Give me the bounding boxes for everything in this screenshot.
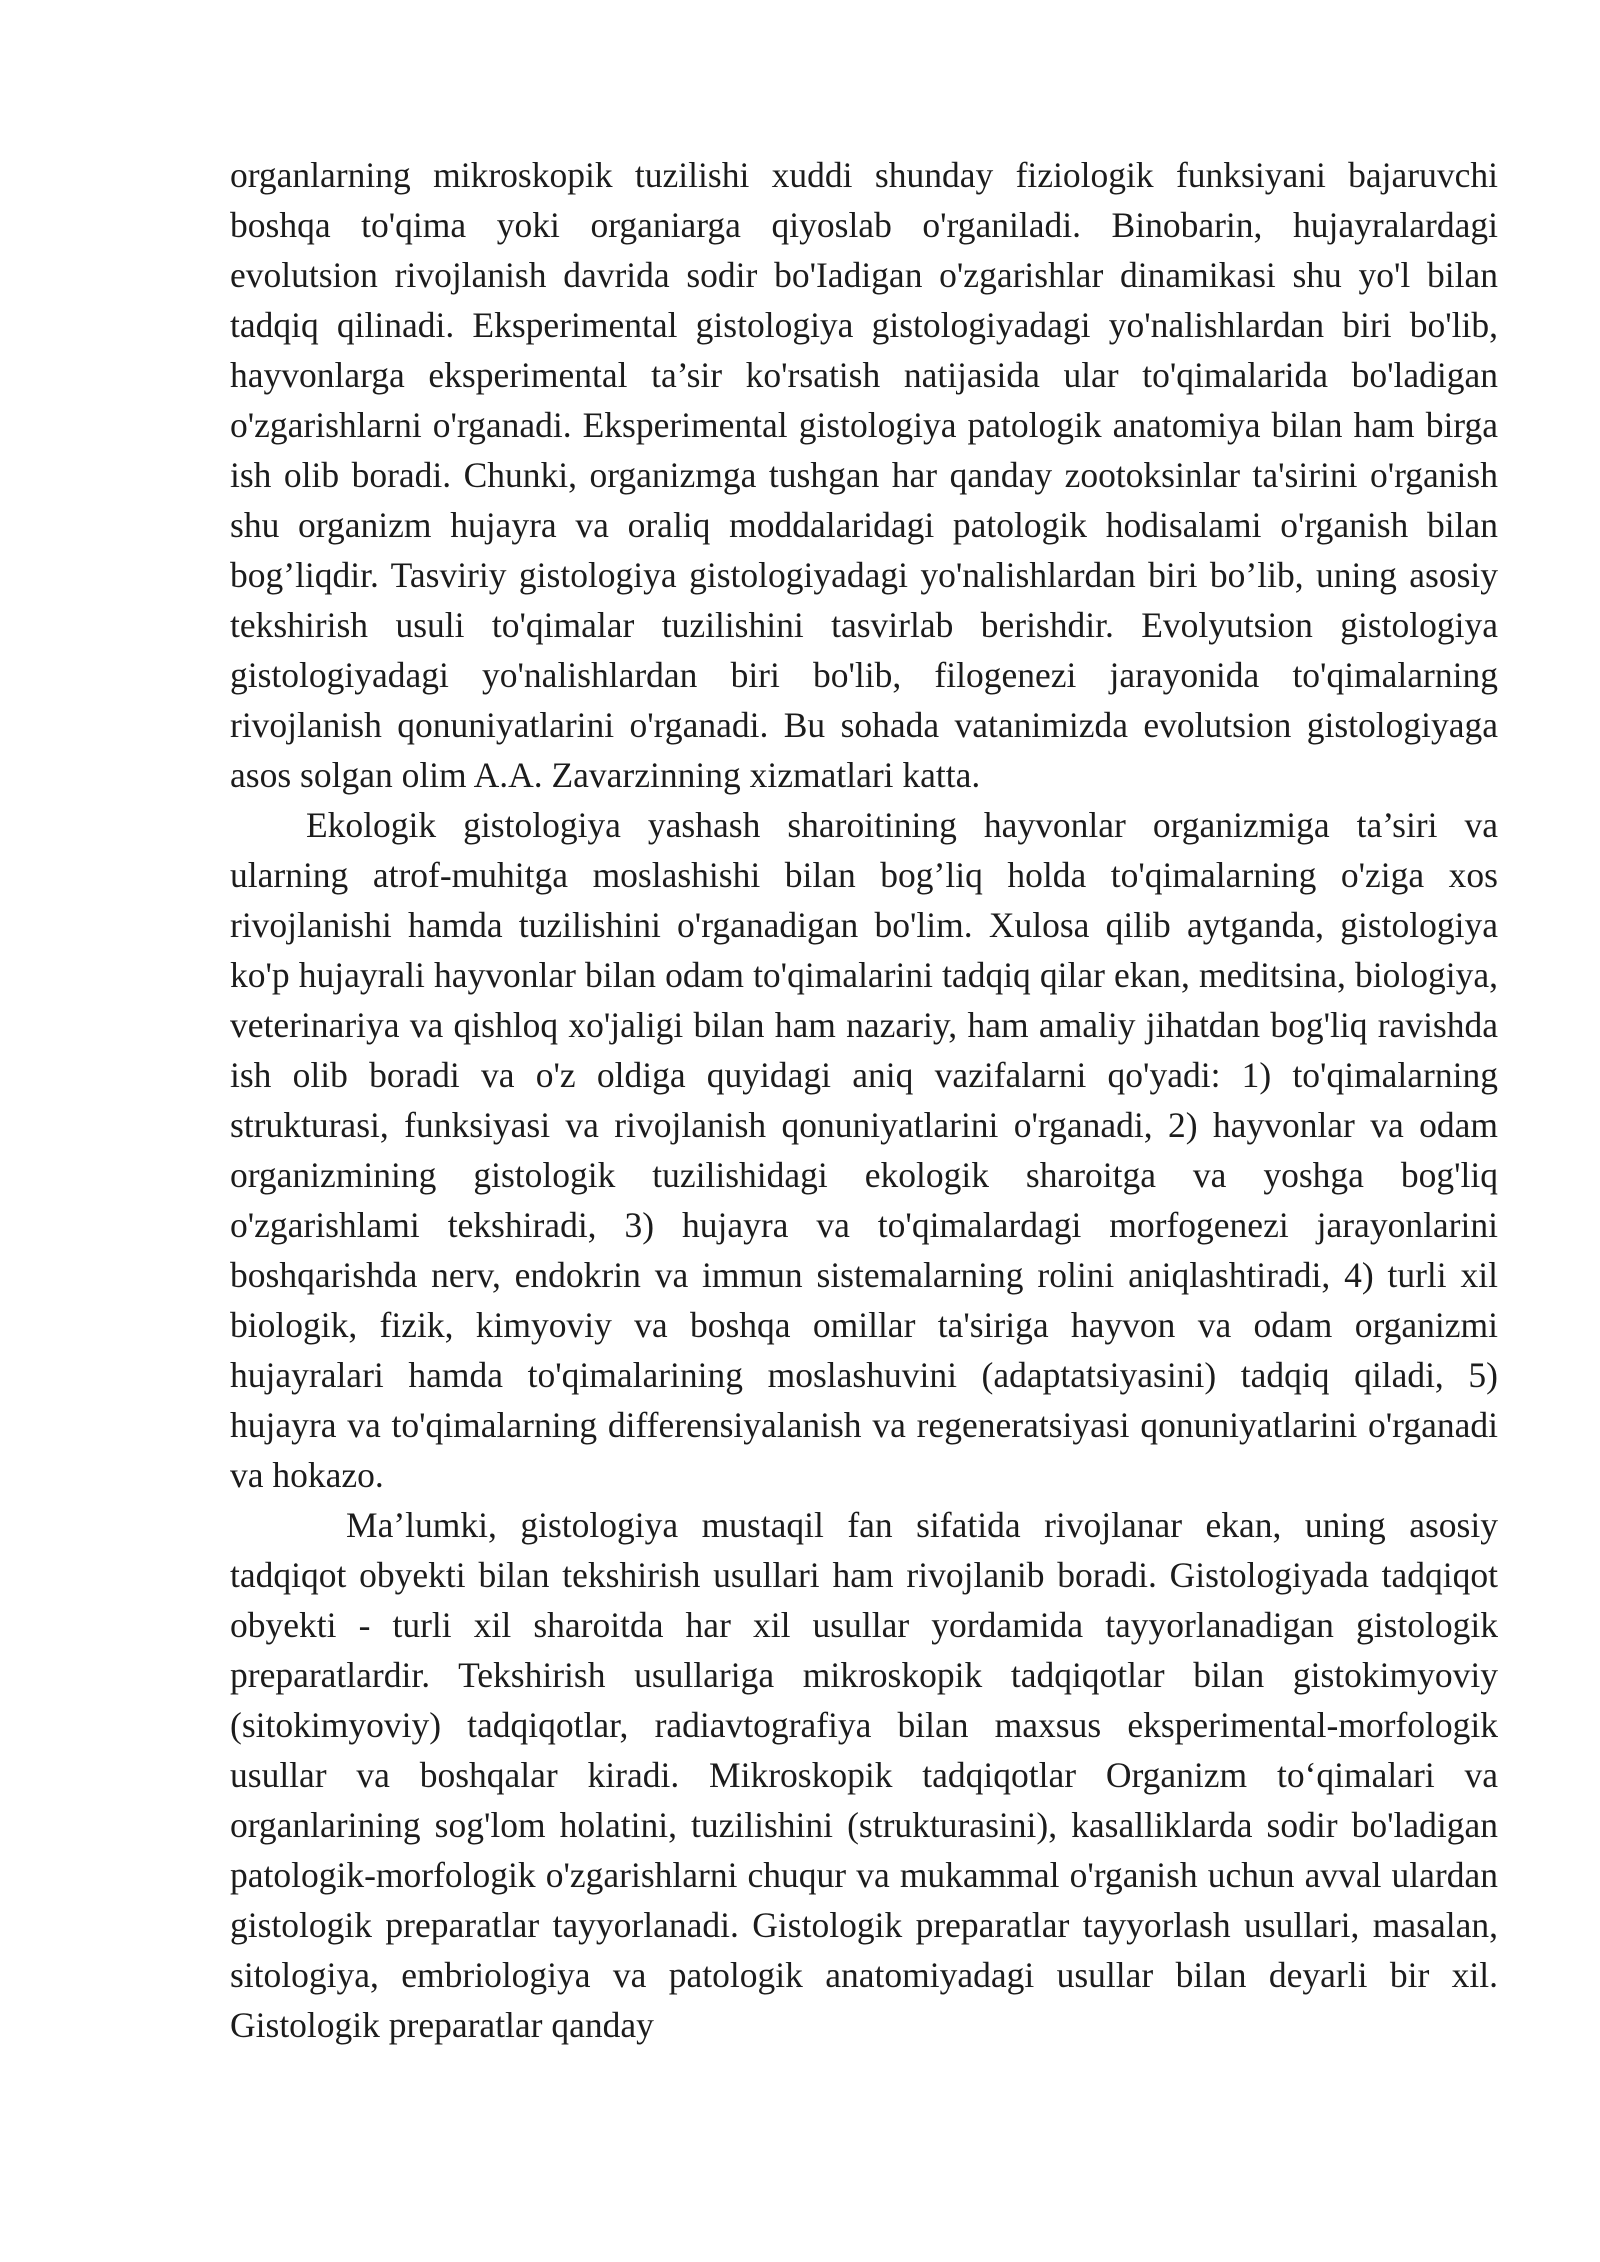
paragraph-3: Ma’lumki, gistologiya mustaqil fan sifatida rivojlanar ekan, uning asosiy tadqiqot obyekti bilan tekshirish usullari ham rivojlanib boradi. Gistologiyada tadqiqot obyekti - turli xil sharoitda har xil usullar yordamida tayyorlanadigan gistologik preparatlardir. Tekshirish usullariga mikroskopik tadqiqotlar bilan gistokimyoviy (sitokimyoviy) tadqiqotlar, radiavtografiya bilan maxsus eksperimental-morfologik usullar va boshqalar kiradi. Mikroskopik tadqiqotlar Organizm to‘qimalari va organlarining sog'lom holatini, tuzilishini (strukturasini), kasalliklarda sodir bo'ladigan patologik-morfologik o'zgarishlarni chuqur va mukammal o'rganish uchun avval ulardan gistologik preparatlar tayyorlanadi. Gistologik preparatlar tayyorlash usullari, masalan, sitologiya, embriologiya va patologik anatomiyadagi usullar bilan deyarli bir xil. Gistologik preparatlar qanday xyxy=(230,1505,1498,2045)
document-page xyxy=(230,150,1498,2050)
paragraph-1: organlarning mikroskopik tuzilishi xuddi shunday fiziologik funksiyani bajaruvchi boshqa to'qima yoki organiarga qiyoslab o'rganiladi. Binobarin, hujayralardagi evolutsion rivojlanish davrida sodir bo'Iadigan o'zgarishlar dinamikasi shu yo'l bilan tadqiq qilinadi. Eksperimental gistologiya gistologiyadagi yo'nalishlardan biri bo'lib, hayvonlarga eksperimental ta’sir ko'rsatish natijasida ular to'qimalarida bo'ladigan o'zgarishlarni o'rganadi. Eksperimental gistologiya patologik anatomiya bilan ham birga ish olib boradi. Chunki, organizmga tushgan har qanday zootoksinlar ta'sirini o'rganish shu organizm hujayra va oraliq moddalaridagi patologik hodisalami o'rganish bilan bog’liqdir. Tasviriy gistologiya gistologiyadagi yo'nalishlardan biri bo’lib, uning asosiy tekshirish usuli to'qimalar tuzilishini tasvirlab berishdir. Evolyutsion gistologiya gistologiyadagi yo'nalishlardan biri bo'lib, filogenezi jarayonida to'qimalarning rivojlanish qonuniyatlarini o'rganadi. Bu sohada vatanimizda evolutsion gistologiyaga asos solgan olim A.A. Zavarzinning xizmatlari katta. xyxy=(230,155,1498,795)
paragraph-2: Ekologik gistologiya yashash sharoitining hayvonlar organizmiga ta’siri va ularning atrof-muhitga moslashishi bilan bog’liq holda to'qimalarning o'ziga xos rivojlanishi hamda tuzilishini o'rganadigan bo'lim. Xulosa qilib aytganda, gistologiya ko'p hujayrali hayvonlar bilan odam to'qimalarini tadqiq qilar ekan, meditsina, biologiya, veterinariya va qishloq xo'jaligi bilan ham nazariy, ham amaliy jihatdan bog'liq ravishda ish olib boradi va o'z oldiga quyidagi aniq vazifalarni qo'yadi: 1) to'qimalarning strukturasi, funksiyasi va rivojlanish qonuniyatlarini o'rganadi, 2) hayvonlar va odam organizmining gistologik tuzilishidagi ekologik sharoitga va yoshga bog'liq o'zgarishlami tekshiradi, 3) hujayra va to'qimalardagi morfogenezi jarayonlarini boshqarishda nerv, endokrin va immun sistemalarning rolini aniqlashtiradi, 4) turli xil biologik, fizik, kimyoviy va boshqa omillar ta'siriga hayvon va odam organizmi hujayralari hamda to'qimalarining moslashuvini (adaptatsiyasini) tadqiq qiladi, 5) hujayra va to'qimalarning differensiyalanish va regeneratsiyasi qonuniyatlarini o'rganadi va hokazo. xyxy=(230,805,1498,1495)
